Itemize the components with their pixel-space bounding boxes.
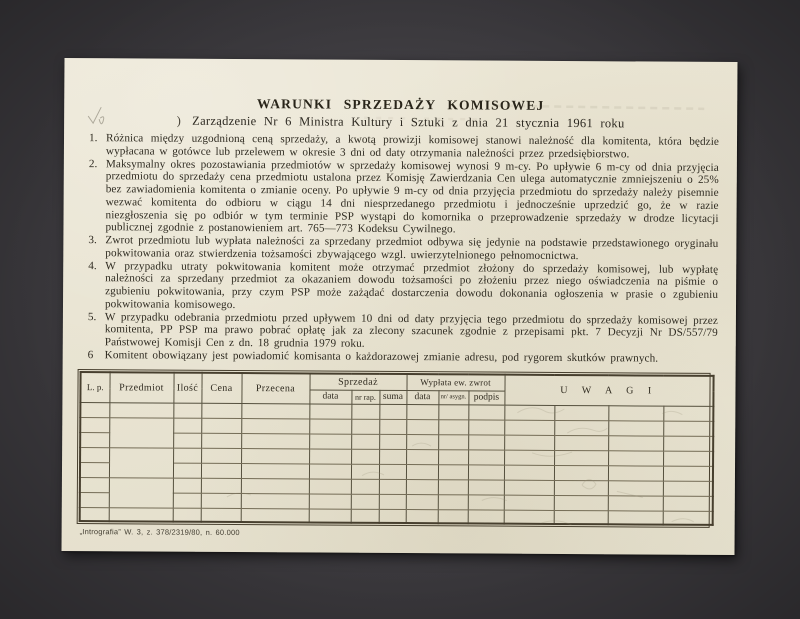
- table-cell: [109, 447, 173, 477]
- list-item-2: [88, 158, 718, 238]
- table-cell: [201, 478, 241, 493]
- terms-list: [88, 132, 719, 365]
- table-cell: [80, 447, 109, 462]
- item-text: Różnica między uzgodnioną ceną sprzedaży, a kwotą prowizji komisowej stanowi należność dla komitenta, która będzie wypłacana w gotówce lub przelewem w okresie 3 dni od daty otrzymania należności przez przedsiębiorstwo.: [105, 132, 720, 161]
- table-cell: [438, 404, 468, 419]
- table-cell: [406, 479, 438, 494]
- table-cell: [608, 435, 663, 450]
- table-cell: [173, 508, 201, 522]
- table-cell: [504, 450, 554, 465]
- column-header-sprzedaz-suma: suma: [379, 390, 406, 404]
- table-cell: [504, 465, 554, 480]
- table-cell: [80, 402, 109, 417]
- table-cell: [663, 436, 713, 451]
- table-cell: [351, 464, 379, 479]
- table-cell: [379, 404, 406, 419]
- table-header: [80, 372, 713, 406]
- table-cell: [80, 507, 109, 521]
- table-cell: [663, 466, 713, 481]
- column-header-uwagi: U W A G I: [504, 375, 713, 406]
- table-cell: [468, 494, 504, 509]
- table-cell: [241, 418, 309, 433]
- table-cell: [608, 480, 663, 495]
- table-cell: [241, 433, 309, 448]
- table-cell: [438, 449, 468, 464]
- table-cell: [80, 477, 109, 492]
- item-text: W przypadku utraty pokwitowania komitent może otrzymać przedmiot złożony do sprzedaży komisowej, lub wypłatę należności za sprzedany przedmiot za okazaniem dowodu tożsamości po złożeniu przez niego oświadczenia na piśmie o zgubieniu pokwitowania, przy czym PSP może zażądać dostarczenia dowodu dokonania ogłoszenia w prasie o zgubieniu pokwitowania komisowego.: [104, 259, 719, 311]
- item-number: 2.: [88, 157, 98, 170]
- table-cell: [201, 418, 241, 433]
- table-cell: [309, 493, 351, 508]
- list-item-6: [88, 349, 718, 366]
- table-cell: [468, 404, 504, 419]
- table-cell: [173, 463, 201, 478]
- item-number: 6: [87, 348, 94, 361]
- item-number: 1.: [88, 132, 98, 145]
- column-header-przecena: Przecena: [241, 373, 309, 403]
- table-cell: [201, 463, 241, 478]
- table-cell: [173, 418, 201, 433]
- table-cell: [109, 477, 173, 507]
- table-cell: [309, 508, 351, 522]
- table-cell: [173, 403, 201, 418]
- table-cell: [406, 404, 438, 419]
- table-cell: [438, 464, 468, 479]
- table-cell: [438, 434, 468, 449]
- table-cell: [554, 435, 608, 450]
- table-cell: [504, 420, 554, 435]
- table-cell: [379, 494, 406, 509]
- table-cell: [608, 450, 663, 465]
- printer-imprint: „Intrografia” W. 3, z. 378/2319/80, n. 60.000: [79, 527, 240, 538]
- table-cell: [438, 479, 468, 494]
- table-cell: [663, 406, 713, 421]
- item-number: 5.: [87, 310, 97, 323]
- table-cell: [379, 509, 406, 523]
- table-cell: [351, 494, 379, 509]
- table-cell: [406, 419, 438, 434]
- table-cell: [309, 433, 351, 448]
- table-cell: [468, 479, 504, 494]
- document-page: [62, 58, 738, 555]
- table-cell: [504, 435, 554, 450]
- table-cell: [504, 495, 554, 510]
- table-cell: [351, 509, 379, 523]
- table-cell: [504, 510, 554, 524]
- table-cell: [468, 419, 504, 434]
- column-header-sprzedaz-data: data: [309, 389, 351, 403]
- table-cell: [554, 450, 608, 465]
- subtitle-text: Zarządzenie Nr 6 Ministra Kultury i Sztuki z dnia 21 stycznia 1961 roku: [192, 113, 625, 131]
- stray-mark: ): [176, 113, 182, 128]
- list-item-3: [88, 234, 718, 263]
- table-row: [80, 507, 713, 525]
- column-header-sprzedaz-nr-rap: nr rap.: [351, 390, 379, 404]
- table-cell: [438, 419, 468, 434]
- column-header-wyplata-nr-asygn: nr/ asygn.: [438, 390, 468, 404]
- commission-table: [77, 369, 711, 528]
- column-header-przedmiot: Przedmiot: [109, 372, 173, 402]
- table-cell: [241, 508, 309, 522]
- table-cell: [406, 434, 438, 449]
- table-cell: [379, 419, 406, 434]
- table-cell: [663, 421, 713, 436]
- list-item-5: [88, 311, 718, 353]
- table-body: [80, 402, 714, 525]
- table-cell: [173, 448, 201, 463]
- item-number: 4.: [88, 259, 97, 272]
- table-cell: [608, 420, 663, 435]
- table-cell: [109, 402, 173, 417]
- table-cell: [663, 496, 713, 511]
- table-cell: [554, 465, 608, 480]
- column-header-wyplata-podpis: podpis: [468, 390, 504, 404]
- table-cell: [241, 478, 309, 493]
- table-cell: [663, 481, 713, 496]
- list-item-1: [89, 132, 719, 161]
- table-cell: [351, 479, 379, 494]
- table-cell: [309, 463, 351, 478]
- table-cell: [438, 509, 468, 523]
- table-cell: [201, 493, 241, 508]
- item-number: 3.: [88, 234, 97, 247]
- table-cell: [241, 403, 309, 418]
- table-cell: [504, 405, 554, 420]
- table-cell: [351, 419, 379, 434]
- table-cell: [554, 495, 608, 510]
- table-cell: [468, 434, 504, 449]
- table-cell: [351, 404, 379, 419]
- item-text: Maksymalny okres pozostawiania przedmiotów w sprzedaży komisowej wynosi 9 m-cy. Po upływie 6 m-cy od dnia przyjęcia przedmiotu do sprzedaży cena przedmiotu ustalona przez Komisję Zawierdzania Cen ulega automatycznie zmniejszeniu o 25% bez zawiadomienia komitenta o zmianie oceny. Po upływie 9 m-cy od dnia przyjęcia przedmiotu do sprzedaży należy pisemnie wezwać komitenta do odbioru w ciągu 14 dni niesprzedanego przedmiotu i jednocześnie uprzedzić go, że w razie niezgłoszenia się po odbiór w tym terminie PSP wystąpi do komornika o przeprowadzenie sprzedaży w drodze licytacji publicznej zgodnie z postanowieniem art. 765—773 Kodeksu Cywilnego.: [105, 157, 719, 236]
- table-cell: [351, 449, 379, 464]
- table-cell: [608, 465, 663, 480]
- table-cell: [201, 508, 241, 522]
- table-cell: [379, 434, 406, 449]
- table-cell: [554, 405, 608, 420]
- column-group-sprzedaz: Sprzedaż: [309, 373, 406, 390]
- table-cell: [608, 495, 663, 510]
- table-cell: [173, 433, 201, 448]
- table-cell: [663, 451, 713, 466]
- table-cell: [554, 480, 608, 495]
- table-cell: [309, 403, 351, 418]
- table-cell: [663, 511, 713, 525]
- column-header-wyplata-data: data: [406, 390, 438, 404]
- table-cell: [201, 403, 241, 418]
- table-cell: [80, 462, 109, 477]
- table-cell: [468, 449, 504, 464]
- column-header-ilosc: Ilość: [173, 373, 201, 403]
- table-cell: [351, 434, 379, 449]
- item-text: Komitent obowiązany jest powiadomić komisanta o każdorazowej zmianie adresu, pod rygorem skutków prawnych.: [104, 348, 659, 365]
- table-cell: [173, 493, 201, 508]
- table-cell: [109, 507, 173, 521]
- table-cell: [80, 417, 109, 432]
- table-cell: [379, 479, 406, 494]
- table-cell: [554, 510, 608, 524]
- table-cell: [608, 510, 663, 524]
- table-cell: [309, 418, 351, 433]
- table-cell: [406, 509, 438, 523]
- table-cell: [241, 463, 309, 478]
- table-cell: [554, 420, 608, 435]
- table-cell: [608, 405, 663, 420]
- table-cell: [468, 509, 504, 523]
- column-group-wyplata: Wypłata ew. zwrot: [407, 374, 505, 391]
- table-cell: [468, 464, 504, 479]
- document-title: WARUNKI SPRZEDAŻY KOMISOWEJ: [256, 96, 545, 113]
- table-cell: [201, 448, 241, 463]
- table-cell: [379, 464, 406, 479]
- table-cell: [201, 433, 241, 448]
- table-cell: [504, 480, 554, 495]
- table-cell: [80, 432, 109, 447]
- table-cell: [241, 448, 309, 463]
- item-text: W przypadku odebrania przedmiotu przed upływem 10 dni od daty przyjęcia tego przedmiotu do sprzedaży komisowej przez komitenta, PP PSP ma prawo pobrać opłatę jak za zlecony szacunek zgodnie z przepisami pkt. 7 Decyzji Nr DS/557/79 Państwowej Komisji Cen z dn. 18 grudnia 1979 roku.: [104, 310, 718, 350]
- table-cell: [109, 417, 173, 447]
- table-cell: [173, 478, 201, 493]
- table-cell: [309, 478, 351, 493]
- commission-table-grid: [79, 371, 715, 526]
- table-cell: [379, 449, 406, 464]
- table-cell: [406, 464, 438, 479]
- table-cell: [438, 494, 468, 509]
- table-cell: [406, 494, 438, 509]
- list-item-4: [88, 260, 718, 315]
- table-cell: [241, 493, 309, 508]
- column-header-cena: Cena: [201, 373, 241, 403]
- table-cell: [309, 448, 351, 463]
- table-cell: [80, 492, 109, 507]
- column-header-lp: L. p.: [80, 372, 109, 402]
- item-text: Zwrot przedmiotu lub wypłata należności za sprzedany przedmiot odbywa się jedynie na podstawie przedstawionego oryginału pokwitowania oraz stwierdzenia tożsamości zbywającego wzgl. uwierzytelnionego pełnomocnictwa.: [105, 234, 719, 262]
- document-subtitle: [64, 113, 737, 132]
- table-cell: [406, 449, 438, 464]
